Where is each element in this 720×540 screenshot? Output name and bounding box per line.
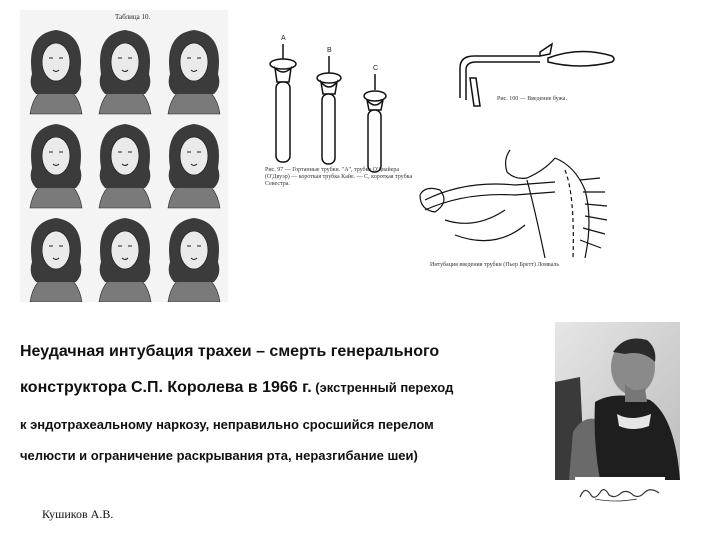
text-line-4: челюсти и ограничение раскрывания рта, неразгибание шеи) (20, 448, 418, 463)
tube-letter-c: C (373, 65, 379, 72)
engraved-head (168, 30, 220, 114)
tubes-caption: Рис. 97 — Гортанные трубки. "А", трубка О'Двайера (О'Двуэр) — короткая трубка Кайе. — С, короткая трубка Севестра. (265, 167, 413, 187)
bougie-instrument-image (440, 28, 620, 138)
grid-title: Таблица 10. (115, 13, 151, 21)
intubation-caption: Интубация введения трубки (Пьер Бретт) Ломваль (430, 262, 560, 268)
engraving-grid-image (20, 10, 228, 302)
tube-c-drawing (364, 74, 386, 172)
tube-a-drawing (270, 44, 296, 162)
text-line-2-tail: (экстренный переход (311, 380, 454, 395)
engraved-head (99, 218, 151, 302)
engraved-head (30, 124, 82, 208)
engraved-head (99, 124, 151, 208)
text-line-3: к эндотрахеальному наркозу, неправильно сросшийся перелом (20, 417, 434, 432)
text-line-2 (20, 379, 453, 397)
tube-letter-a: A (281, 35, 286, 42)
laryngeal-tubes-image (255, 30, 415, 220)
engraved-head (99, 30, 151, 114)
portrait-photo (555, 322, 680, 480)
tube-letter-b: B (327, 47, 332, 54)
text-line-1: Неудачная интубация трахеи – смерть генерального (20, 343, 440, 360)
bougie-caption: Рис. 100 — Введение бужа. (497, 96, 567, 102)
engraved-head (168, 218, 220, 302)
engraved-head (30, 218, 82, 302)
intubation-section-image (415, 140, 620, 275)
text-line-2-main: конструктора С.П. Королева в 1966 г. (20, 379, 312, 396)
tube-b-drawing (317, 56, 341, 164)
author-credit: Кушиков А.В. (42, 507, 114, 521)
engraved-head (168, 124, 220, 208)
engraved-head (30, 30, 82, 114)
signature-image (575, 477, 665, 507)
